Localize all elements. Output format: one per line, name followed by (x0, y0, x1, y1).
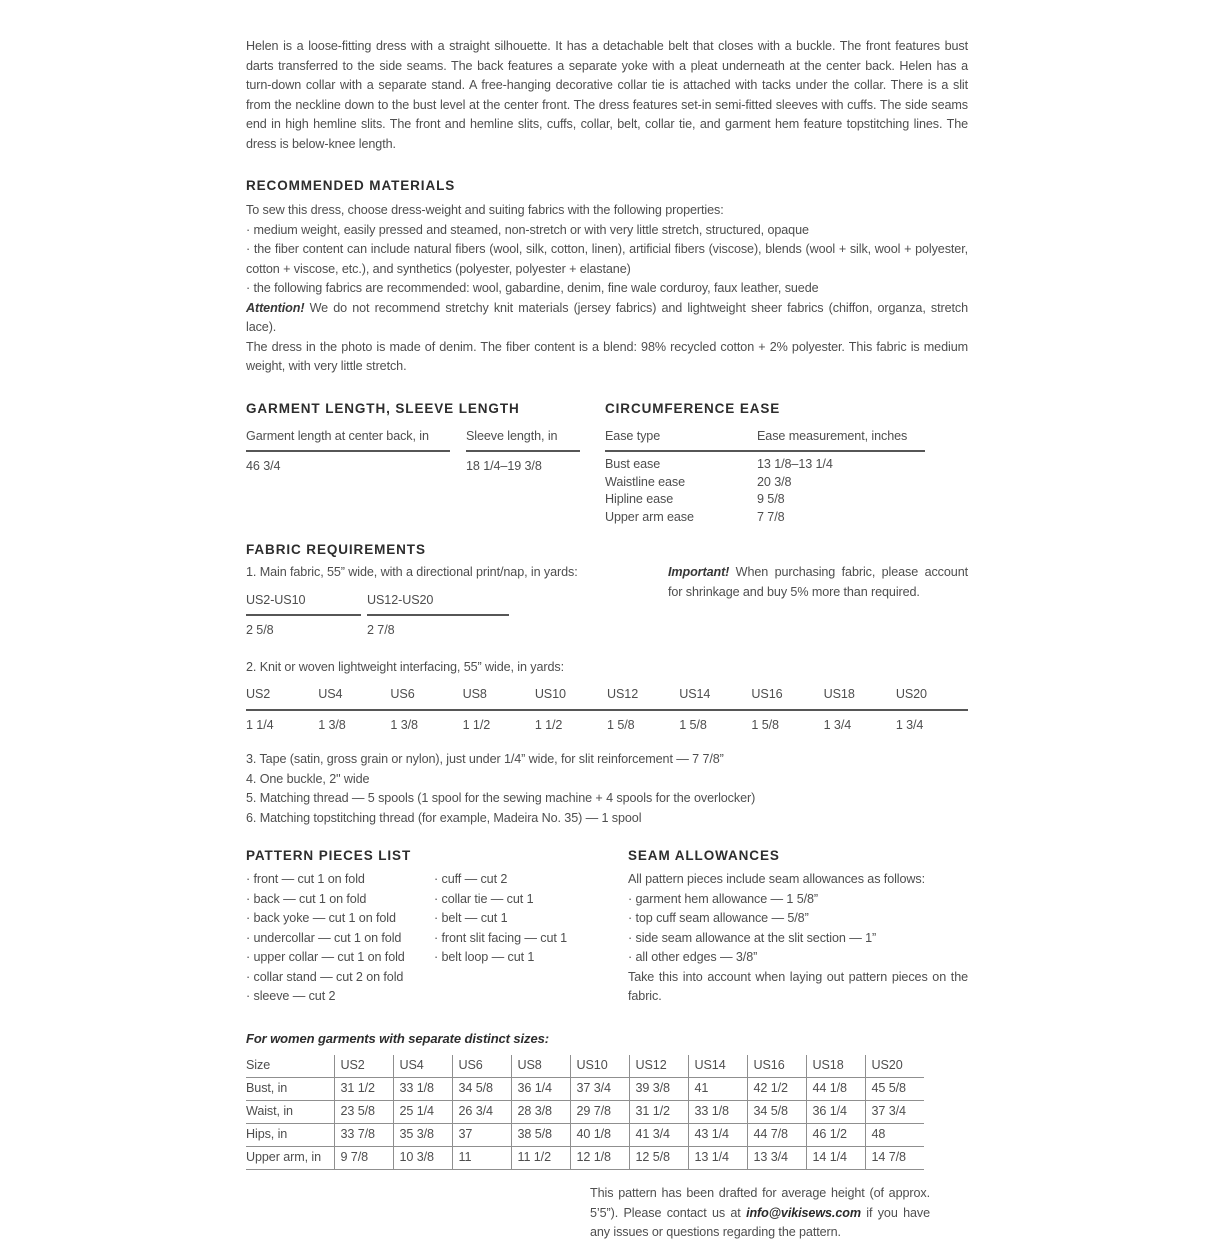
size-value-cell: 23 5/8 (334, 1101, 393, 1124)
ease-measurement-header: Ease measurement, inches (757, 428, 908, 443)
size-value-cell: 29 7/8 (570, 1101, 629, 1124)
size-value-cell: 37 3/4 (570, 1078, 629, 1101)
size-value-cell: 39 3/8 (629, 1078, 688, 1101)
length-ease-row (246, 401, 968, 527)
size-value-cell: 46 1/2 (806, 1124, 865, 1147)
garment-length-section (246, 401, 586, 527)
circumference-ease-table (605, 426, 925, 527)
ease-type: Bust ease (605, 457, 661, 471)
materials-intro: To sew this dress, choose dress-weight and suiting fabrics with the following properties: (246, 203, 724, 217)
size-header-cell: US6 (452, 1055, 511, 1078)
footer-note (590, 1184, 930, 1243)
pattern-piece: · undercollar — cut 1 on fold (246, 929, 434, 949)
size-value-cell: 26 3/4 (452, 1101, 511, 1124)
topstitching-thread-item: 6. Matching topstitching thread (for example, Madeira No. 35) — 1 spool (246, 810, 642, 825)
size-value-cell: 48 (865, 1124, 924, 1147)
interfacing-size-header: US16 (751, 687, 783, 701)
size-value-cell: 10 3/8 (393, 1147, 452, 1170)
pattern-piece: · collar tie — cut 1 (434, 890, 616, 910)
circumference-ease-heading: CIRCUMFERENCE EASE (605, 400, 781, 416)
circumference-ease-section (605, 401, 968, 527)
size-header-cell: US14 (688, 1055, 747, 1078)
size-value-cell: 42 1/2 (747, 1078, 806, 1101)
interfacing-size-header: US12 (607, 687, 639, 701)
ease-row (605, 456, 925, 474)
seam-allowance: · garment hem allowance — 1 5/8” (628, 890, 968, 910)
size-value-cell: 37 (452, 1124, 511, 1147)
size-value-cell: 13 3/4 (747, 1147, 806, 1170)
ease-table-header-row (605, 426, 925, 453)
size-header-cell: US8 (511, 1055, 570, 1078)
size-value-cell: 14 7/8 (865, 1147, 924, 1170)
interfacing-yardage: 1 3/4 (823, 717, 852, 732)
pattern-pieces-lists (246, 870, 616, 1007)
size-header-cell: US10 (570, 1055, 629, 1078)
important-text: When purchasing fabric, please account for shrinkage and buy 5% more than required. (668, 565, 968, 599)
pieces-seams-row (246, 848, 968, 1007)
pattern-piece: · front slit facing — cut 1 (434, 929, 616, 949)
size-value-cell: 41 3/4 (629, 1124, 688, 1147)
attention-label: Attention! (246, 300, 305, 315)
materials-attention (246, 299, 968, 338)
materials-bullet: · the fiber content can include natural fibers (wool, silk, cotton, linen), artificial fibers (viscose), blends (wool + silk, wool + polyester, cotton + viscose, etc.), and synthetics (polyester, polyester + elastane) (246, 240, 968, 279)
ease-value: 7 7/8 (757, 509, 785, 524)
recommended-materials-heading: RECOMMENDED MATERIALS (246, 178, 456, 193)
garment-length-value: 46 3/4 (246, 459, 281, 473)
pattern-piece: · sleeve — cut 2 (246, 987, 434, 1007)
main-fabric-row (246, 563, 968, 641)
size-value-cell: 41 (688, 1078, 747, 1101)
size-value-cell: 28 3/8 (511, 1101, 570, 1124)
pattern-piece: · collar stand — cut 2 on fold (246, 968, 434, 988)
thread-item: 5. Matching thread — 5 spools (1 spool for the sewing machine + 4 spools for the overlocker) (246, 791, 756, 805)
size-header-cell: US18 (806, 1055, 865, 1078)
size-value-cell: 34 5/8 (747, 1101, 806, 1124)
size-header-cell: US12 (629, 1055, 688, 1078)
size-value-cell: 44 7/8 (747, 1124, 806, 1147)
fabric-requirements-heading: FABRIC REQUIREMENTS (246, 542, 426, 557)
garment-length-table (246, 426, 586, 477)
interfacing-size-header: US8 (462, 687, 487, 701)
ease-value: 13 1/8–13 1/4 (757, 457, 833, 471)
interfacing-yardage: 1 1/2 (534, 717, 563, 732)
pattern-piece: · upper collar — cut 1 on fold (246, 948, 434, 968)
pattern-piece: · back — cut 1 on fold (246, 890, 434, 910)
interfacing-size-header: US4 (318, 687, 343, 701)
ease-type-header: Ease type (605, 428, 661, 443)
size-value-cell: 33 7/8 (334, 1124, 393, 1147)
ease-rows (605, 452, 925, 526)
seam-allowances-intro: All pattern pieces include seam allowances as follows: (628, 872, 926, 886)
interfacing-item: 2. Knit or woven lightweight interfacing, 55” wide, in yards: (246, 659, 565, 674)
size-header-cell: US20 (865, 1055, 924, 1078)
size-row (246, 1147, 924, 1170)
seam-allowance: · top cuff seam allowance — 5/8” (628, 909, 968, 929)
materials-photo-note: The dress in the photo is made of denim. The fiber content is a blend: 98% recycled cotton + 2% polyester. This fabric is medium weight, with very little stretch. (246, 339, 968, 373)
size-value-cell: 44 1/8 (806, 1078, 865, 1101)
ease-value: 20 3/8 (757, 474, 792, 489)
size-value-cell: 12 5/8 (629, 1147, 688, 1170)
size-table-head (246, 1055, 924, 1078)
attention-text: We do not recommend stretchy knit materials (jersey fabrics) and lightweight sheer fabrics (chiffon, organza, stretch lace). (246, 300, 968, 334)
size-header-cell: US2 (334, 1055, 393, 1078)
size-value-cell: 36 1/4 (806, 1101, 865, 1124)
sleeve-length-value: 18 1/4–19 3/8 (466, 459, 542, 473)
important-label: Important! (668, 565, 730, 579)
size-value-cell: 33 1/8 (688, 1101, 747, 1124)
size-value-cell: 45 5/8 (865, 1078, 924, 1101)
important-note (668, 563, 968, 641)
tape-item: 3. Tape (satin, gross grain or nylon), just under 1/4” wide, for slit reinforcement — 7 7/8” (246, 752, 724, 766)
interfacing-size-header: US10 (534, 687, 566, 701)
size-row-label: Bust, in (246, 1078, 334, 1101)
footer-text-before: This pattern has been drafted for average height (of approx. 5’5”). Please contact us at (590, 1186, 930, 1220)
pattern-pieces-col1 (246, 870, 434, 1007)
interfacing-yardage: 1 3/4 (895, 717, 924, 732)
size-value-cell: 36 1/4 (511, 1078, 570, 1101)
garment-length-heading: GARMENT LENGTH, SLEEVE LENGTH (246, 400, 520, 416)
size-value-cell: 35 3/8 (393, 1124, 452, 1147)
footer-text-after: if you have any issues or questions regarding the pattern. (590, 1205, 930, 1239)
buckle-item: 4. One buckle, 2" wide (246, 771, 370, 786)
ease-type: Upper arm ease (605, 509, 694, 524)
seam-allowance: · all other edges — 3/8” (628, 948, 968, 968)
size-row (246, 1101, 924, 1124)
size-table-body (246, 1078, 924, 1170)
size-value-cell: 11 1/2 (511, 1147, 570, 1170)
main-fabric-yardage-1: 2 5/8 (246, 623, 274, 637)
size-row (246, 1078, 924, 1101)
seam-allowance-list (628, 890, 968, 968)
interfacing-yardage: 1 1/2 (462, 717, 491, 732)
interfacing-values-row (246, 711, 968, 736)
size-value-cell: 37 3/4 (865, 1101, 924, 1124)
size-value-cell: 43 1/4 (688, 1124, 747, 1147)
interfacing-size-header: US18 (823, 687, 855, 701)
interfacing-size-header: US2 (246, 687, 271, 701)
interfacing-yardage: 1 3/8 (318, 717, 346, 732)
ease-value: 9 5/8 (757, 492, 785, 506)
size-value-cell: 13 1/4 (688, 1147, 747, 1170)
pattern-pieces-heading: PATTERN PIECES LIST (246, 848, 412, 863)
size-header-cell: US4 (393, 1055, 452, 1078)
size-value-cell: 40 1/8 (570, 1124, 629, 1147)
materials-bullet-list (246, 221, 968, 299)
interfacing-size-header: US6 (390, 687, 415, 701)
size-row (246, 1124, 924, 1147)
intro-paragraph: Helen is a loose-fitting dress with a straight silhouette. It has a detachable belt that closes with a buckle. The front features bust darts transferred to the side seams. The back features a separate yoke with a pleat underneath at the center back. Helen has a turn-down collar with a separate stand. A free-hanging decorative collar tie is attached with tacks under the collar. There is a slit from the neckline down to the bust level at the center front. The dress features set-in semi-fitted sleeves with cuffs. The side seams end in high hemline slits. The front and hemline slits, cuffs, collar, belt, collar tie, and garment hem feature topstitching lines. The dress is below-knee length. (246, 39, 968, 151)
size-value-cell: 9 7/8 (334, 1147, 393, 1170)
pattern-piece: · belt — cut 1 (434, 909, 616, 929)
seam-allowances-heading: SEAM ALLOWANCES (628, 848, 780, 863)
size-table (246, 1055, 924, 1170)
size-value-cell: 34 5/8 (452, 1078, 511, 1101)
size-row-label: Hips, in (246, 1124, 334, 1147)
pattern-piece: · belt loop — cut 1 (434, 948, 616, 968)
size-value-cell: 31 1/2 (334, 1078, 393, 1101)
main-fabric-item: 1. Main fabric, 55” wide, with a directional print/nap, in yards: (246, 565, 578, 579)
interfacing-yardage: 1 5/8 (751, 717, 779, 732)
size-table-title: For women garments with separate distinct sizes: (246, 1030, 549, 1046)
interfacing-size-header: US20 (895, 687, 927, 701)
ease-type: Hipline ease (605, 492, 674, 506)
size-value-cell: 11 (452, 1147, 511, 1170)
interfacing-yardage: 1 5/8 (607, 717, 635, 732)
sleeve-length-col (466, 426, 580, 477)
interfacing-yardage: 1 5/8 (679, 717, 707, 732)
ease-row (605, 474, 925, 492)
sleeve-length-col-header: Sleeve length, in (466, 426, 580, 453)
ease-row (605, 509, 925, 527)
pattern-pieces-section (246, 848, 616, 1007)
size-row-label: Waist, in (246, 1101, 334, 1124)
pattern-piece: · cuff — cut 2 (434, 870, 616, 890)
size-header-cell: US16 (747, 1055, 806, 1078)
seam-allowance: · side seam allowance at the slit section — 1” (628, 929, 968, 949)
main-fabric-yardage-2: 2 7/8 (367, 623, 395, 637)
size-value-cell: 33 1/8 (393, 1078, 452, 1101)
pattern-pieces-col2 (434, 870, 616, 1007)
size-value-cell: 38 5/8 (511, 1124, 570, 1147)
pattern-piece: · front — cut 1 on fold (246, 870, 434, 890)
interfacing-size-header: US14 (679, 687, 711, 701)
garment-length-col (246, 426, 450, 477)
ease-row (605, 491, 925, 509)
important-paragraph (668, 563, 968, 602)
size-row-label: Upper arm, in (246, 1147, 334, 1170)
size-value-cell: 12 1/8 (570, 1147, 629, 1170)
size-value-cell: 14 1/4 (806, 1147, 865, 1170)
pattern-piece: · back yoke — cut 1 on fold (246, 909, 434, 929)
size-value-cell: 25 1/4 (393, 1101, 452, 1124)
main-fabric-col1 (246, 590, 361, 641)
interfacing-yardage: 1 3/8 (390, 717, 418, 732)
size-header-cell: Size (246, 1055, 334, 1078)
interfacing-header-row (246, 684, 968, 711)
seam-allowances-section (628, 848, 968, 1007)
main-fabric-size-range-1: US2-US10 (246, 590, 361, 617)
ease-type: Waistline ease (605, 474, 686, 489)
interfacing-yardage: 1 1/4 (246, 717, 274, 732)
interfacing-table (246, 684, 968, 735)
materials-bullet: · medium weight, easily pressed and steamed, non-stretch or with very little stretch, structured, opaque (246, 221, 968, 241)
materials-bullet: · the following fabrics are recommended: wool, gabardine, denim, fine wale corduroy, faux leather, suede (246, 279, 968, 299)
main-fabric-section (246, 563, 656, 641)
seam-allowances-outro: Take this into account when laying out pattern pieces on the fabric. (628, 969, 968, 1003)
main-fabric-table (246, 590, 656, 641)
contact-email: info@vikisews.com (746, 1205, 861, 1220)
garment-length-col-header: Garment length at center back, in (246, 426, 450, 453)
main-fabric-size-range-2: US12-US20 (367, 590, 509, 617)
main-fabric-col2 (367, 590, 509, 641)
size-value-cell: 31 1/2 (629, 1101, 688, 1124)
size-header-row (246, 1055, 924, 1078)
pattern-document-page (246, 0, 968, 1243)
